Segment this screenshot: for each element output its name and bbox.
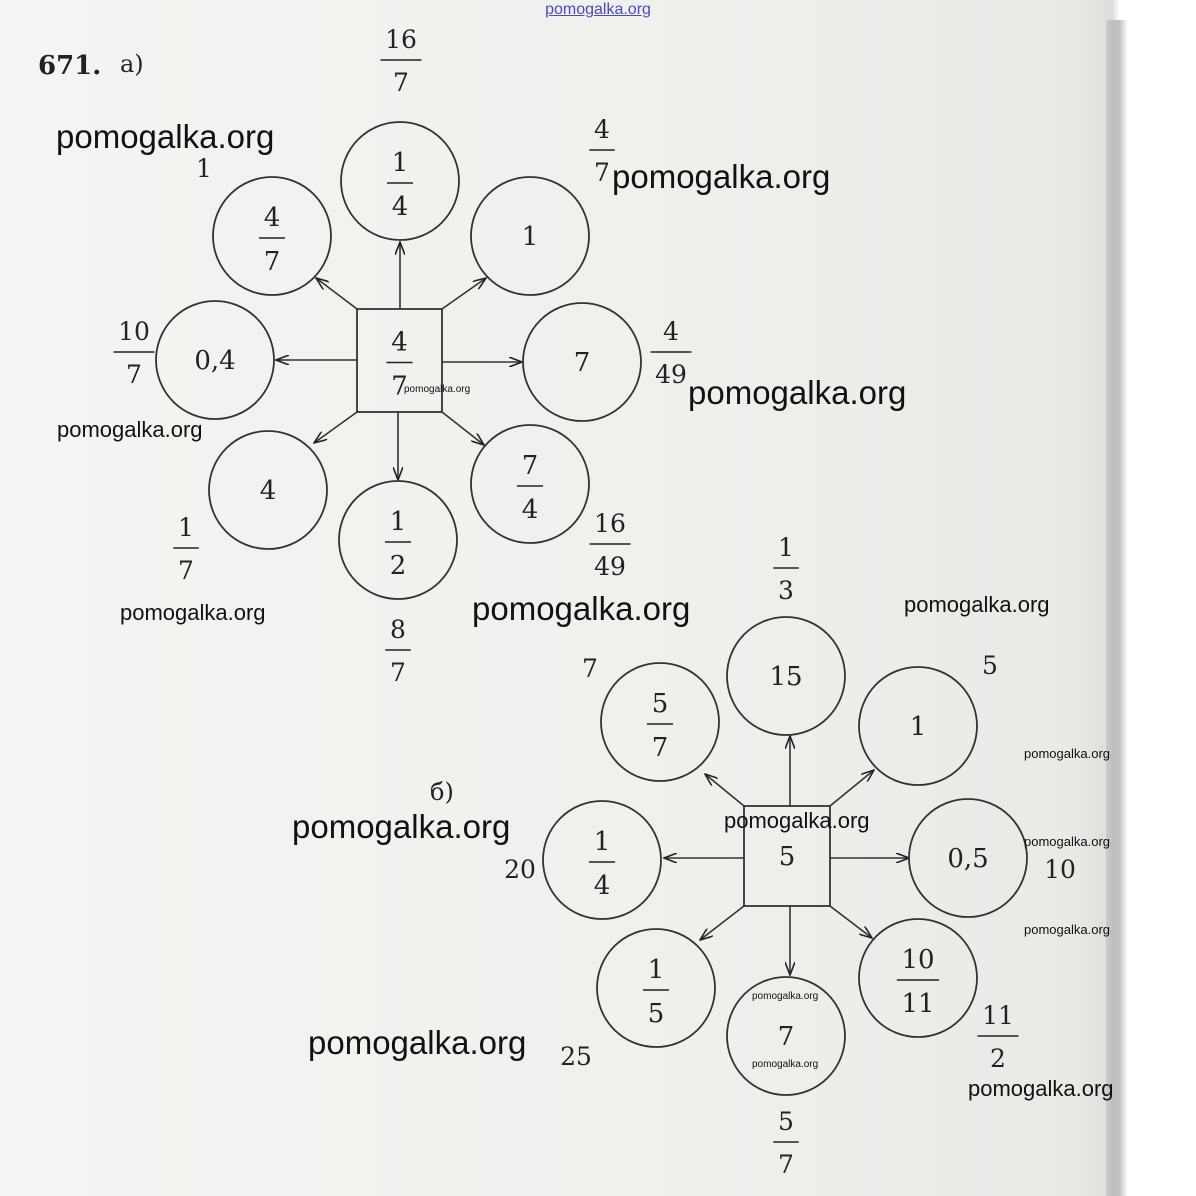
result-label-bottom-numerator: 5	[778, 1107, 794, 1136]
result-label-bottom-denominator: 7	[778, 1150, 794, 1179]
watermark[interactable]: pomogalka.org	[292, 808, 511, 845]
result-label-bottom-right-numerator: 16	[594, 509, 626, 538]
circle-top	[341, 122, 459, 240]
result-label-bottom-numerator: 8	[390, 615, 406, 644]
circle-bottom-left	[597, 929, 715, 1047]
circle-value-bottom: 7	[777, 1022, 795, 1053]
watermark[interactable]: pomogalka.org	[904, 592, 1050, 617]
circle-value-bottom-right-denominator: 4	[521, 495, 539, 525]
circle-value-top: 15	[769, 662, 803, 693]
result-label-top-denominator: 7	[393, 68, 409, 97]
circle-value-bottom-left-denominator: 5	[647, 999, 665, 1029]
result-label-right: 10	[1044, 854, 1076, 884]
circle-value-top-left-numerator: 5	[651, 689, 669, 719]
result-label-bottom-left-denominator: 7	[178, 556, 194, 585]
result-label-bottom-left: 25	[560, 1041, 592, 1071]
problem-number: 671.	[38, 51, 102, 81]
watermark[interactable]: pomogalka.org	[752, 991, 819, 1002]
circle-value-right: 7	[573, 348, 591, 379]
result-label-top-right-numerator: 4	[594, 115, 610, 144]
circle-value-bottom-right-denominator: 11	[901, 989, 935, 1019]
result-label-bottom-right-numerator: 11	[982, 1001, 1014, 1030]
circle-value-bottom-left: 4	[259, 476, 277, 507]
watermark[interactable]: pomogalka.org	[472, 590, 691, 627]
result-label-bottom-right-denominator: 49	[594, 552, 626, 581]
watermark[interactable]: pomogalka.org	[612, 158, 831, 195]
result-label-top-left: 7	[582, 653, 598, 683]
result-label-left-numerator: 10	[118, 317, 150, 346]
watermark[interactable]: pomogalka.org	[968, 1076, 1114, 1101]
arrow-top-right	[442, 278, 486, 309]
circle-value-top-numerator: 1	[391, 148, 409, 178]
result-label-right-numerator: 4	[663, 317, 679, 346]
circle-bottom	[339, 481, 457, 599]
top-watermark-link[interactable]: pomogalka.org	[545, 1, 651, 18]
circle-value-top-left-numerator: 4	[263, 203, 281, 233]
circle-bottom-right	[471, 425, 589, 543]
part-b-label: б)	[430, 778, 454, 806]
center-value-denominator: 7	[391, 371, 408, 402]
watermark[interactable]: pomogalka.org	[1024, 746, 1110, 761]
circle-value-bottom-left-numerator: 1	[647, 955, 665, 985]
arrow-top-right	[830, 770, 874, 806]
circle-value-top-right: 1	[909, 712, 927, 743]
circle-value-bottom-right-numerator: 7	[521, 451, 539, 481]
result-label-top-right: 5	[982, 650, 998, 680]
watermark[interactable]: pomogalka.org	[308, 1024, 527, 1061]
circle-left	[543, 801, 661, 919]
watermark[interactable]: pomogalka.org	[1024, 922, 1110, 937]
center-value: 5	[778, 842, 796, 873]
result-label-top-numerator: 1	[778, 533, 794, 562]
circle-value-bottom-numerator: 1	[389, 507, 407, 537]
result-label-bottom-left-numerator: 1	[178, 513, 194, 542]
circle-value-top-denominator: 4	[391, 192, 409, 222]
result-label-top-left: 1	[196, 153, 212, 183]
watermark[interactable]: pomogalka.org	[56, 118, 275, 155]
arrow-bottom-left	[700, 906, 744, 940]
watermark[interactable]: pomogalka.org	[1024, 834, 1110, 849]
result-label-bottom-denominator: 7	[390, 658, 406, 687]
circle-value-top-left-denominator: 7	[651, 733, 669, 763]
result-label-left-denominator: 7	[126, 360, 142, 389]
arrow-bottom-right	[442, 412, 484, 445]
watermark[interactable]: pomogalka.org	[120, 600, 266, 625]
watermark[interactable]: pomogalka.org	[57, 417, 203, 442]
result-label-left: 20	[504, 854, 536, 884]
circle-value-top-left-denominator: 7	[263, 247, 281, 277]
watermark[interactable]: pomogalka.org	[688, 374, 907, 411]
result-label-top-denominator: 3	[778, 576, 794, 605]
circle-value-left: 0,4	[194, 346, 236, 377]
circle-value-bottom-denominator: 2	[389, 551, 407, 581]
result-label-top-right-denominator: 7	[594, 158, 610, 187]
result-label-right-denominator: 49	[655, 360, 687, 389]
arrow-top-left	[316, 278, 357, 309]
result-label-bottom-right-denominator: 2	[990, 1044, 1006, 1073]
result-label-top-numerator: 16	[385, 25, 417, 54]
watermark[interactable]: pomogalka.org	[752, 1059, 819, 1070]
circle-value-left-numerator: 1	[593, 827, 611, 857]
circle-top-left	[601, 663, 719, 781]
arrow-bottom-left	[314, 412, 357, 443]
watermark[interactable]: pomogalka.org	[404, 384, 471, 395]
circle-value-left-denominator: 4	[593, 871, 611, 901]
watermark[interactable]: pomogalka.org	[724, 808, 870, 833]
circle-bottom-right	[859, 919, 977, 1037]
circle-value-bottom-right-numerator: 10	[901, 945, 935, 975]
arrow-top-left	[705, 774, 744, 806]
circle-value-top-right: 1	[521, 222, 539, 253]
center-value-numerator: 4	[391, 327, 408, 358]
circle-value-right: 0,5	[947, 844, 989, 875]
arrow-bottom-right	[830, 906, 872, 938]
part-a-label: а)	[120, 50, 144, 78]
circle-top-left	[213, 177, 331, 295]
